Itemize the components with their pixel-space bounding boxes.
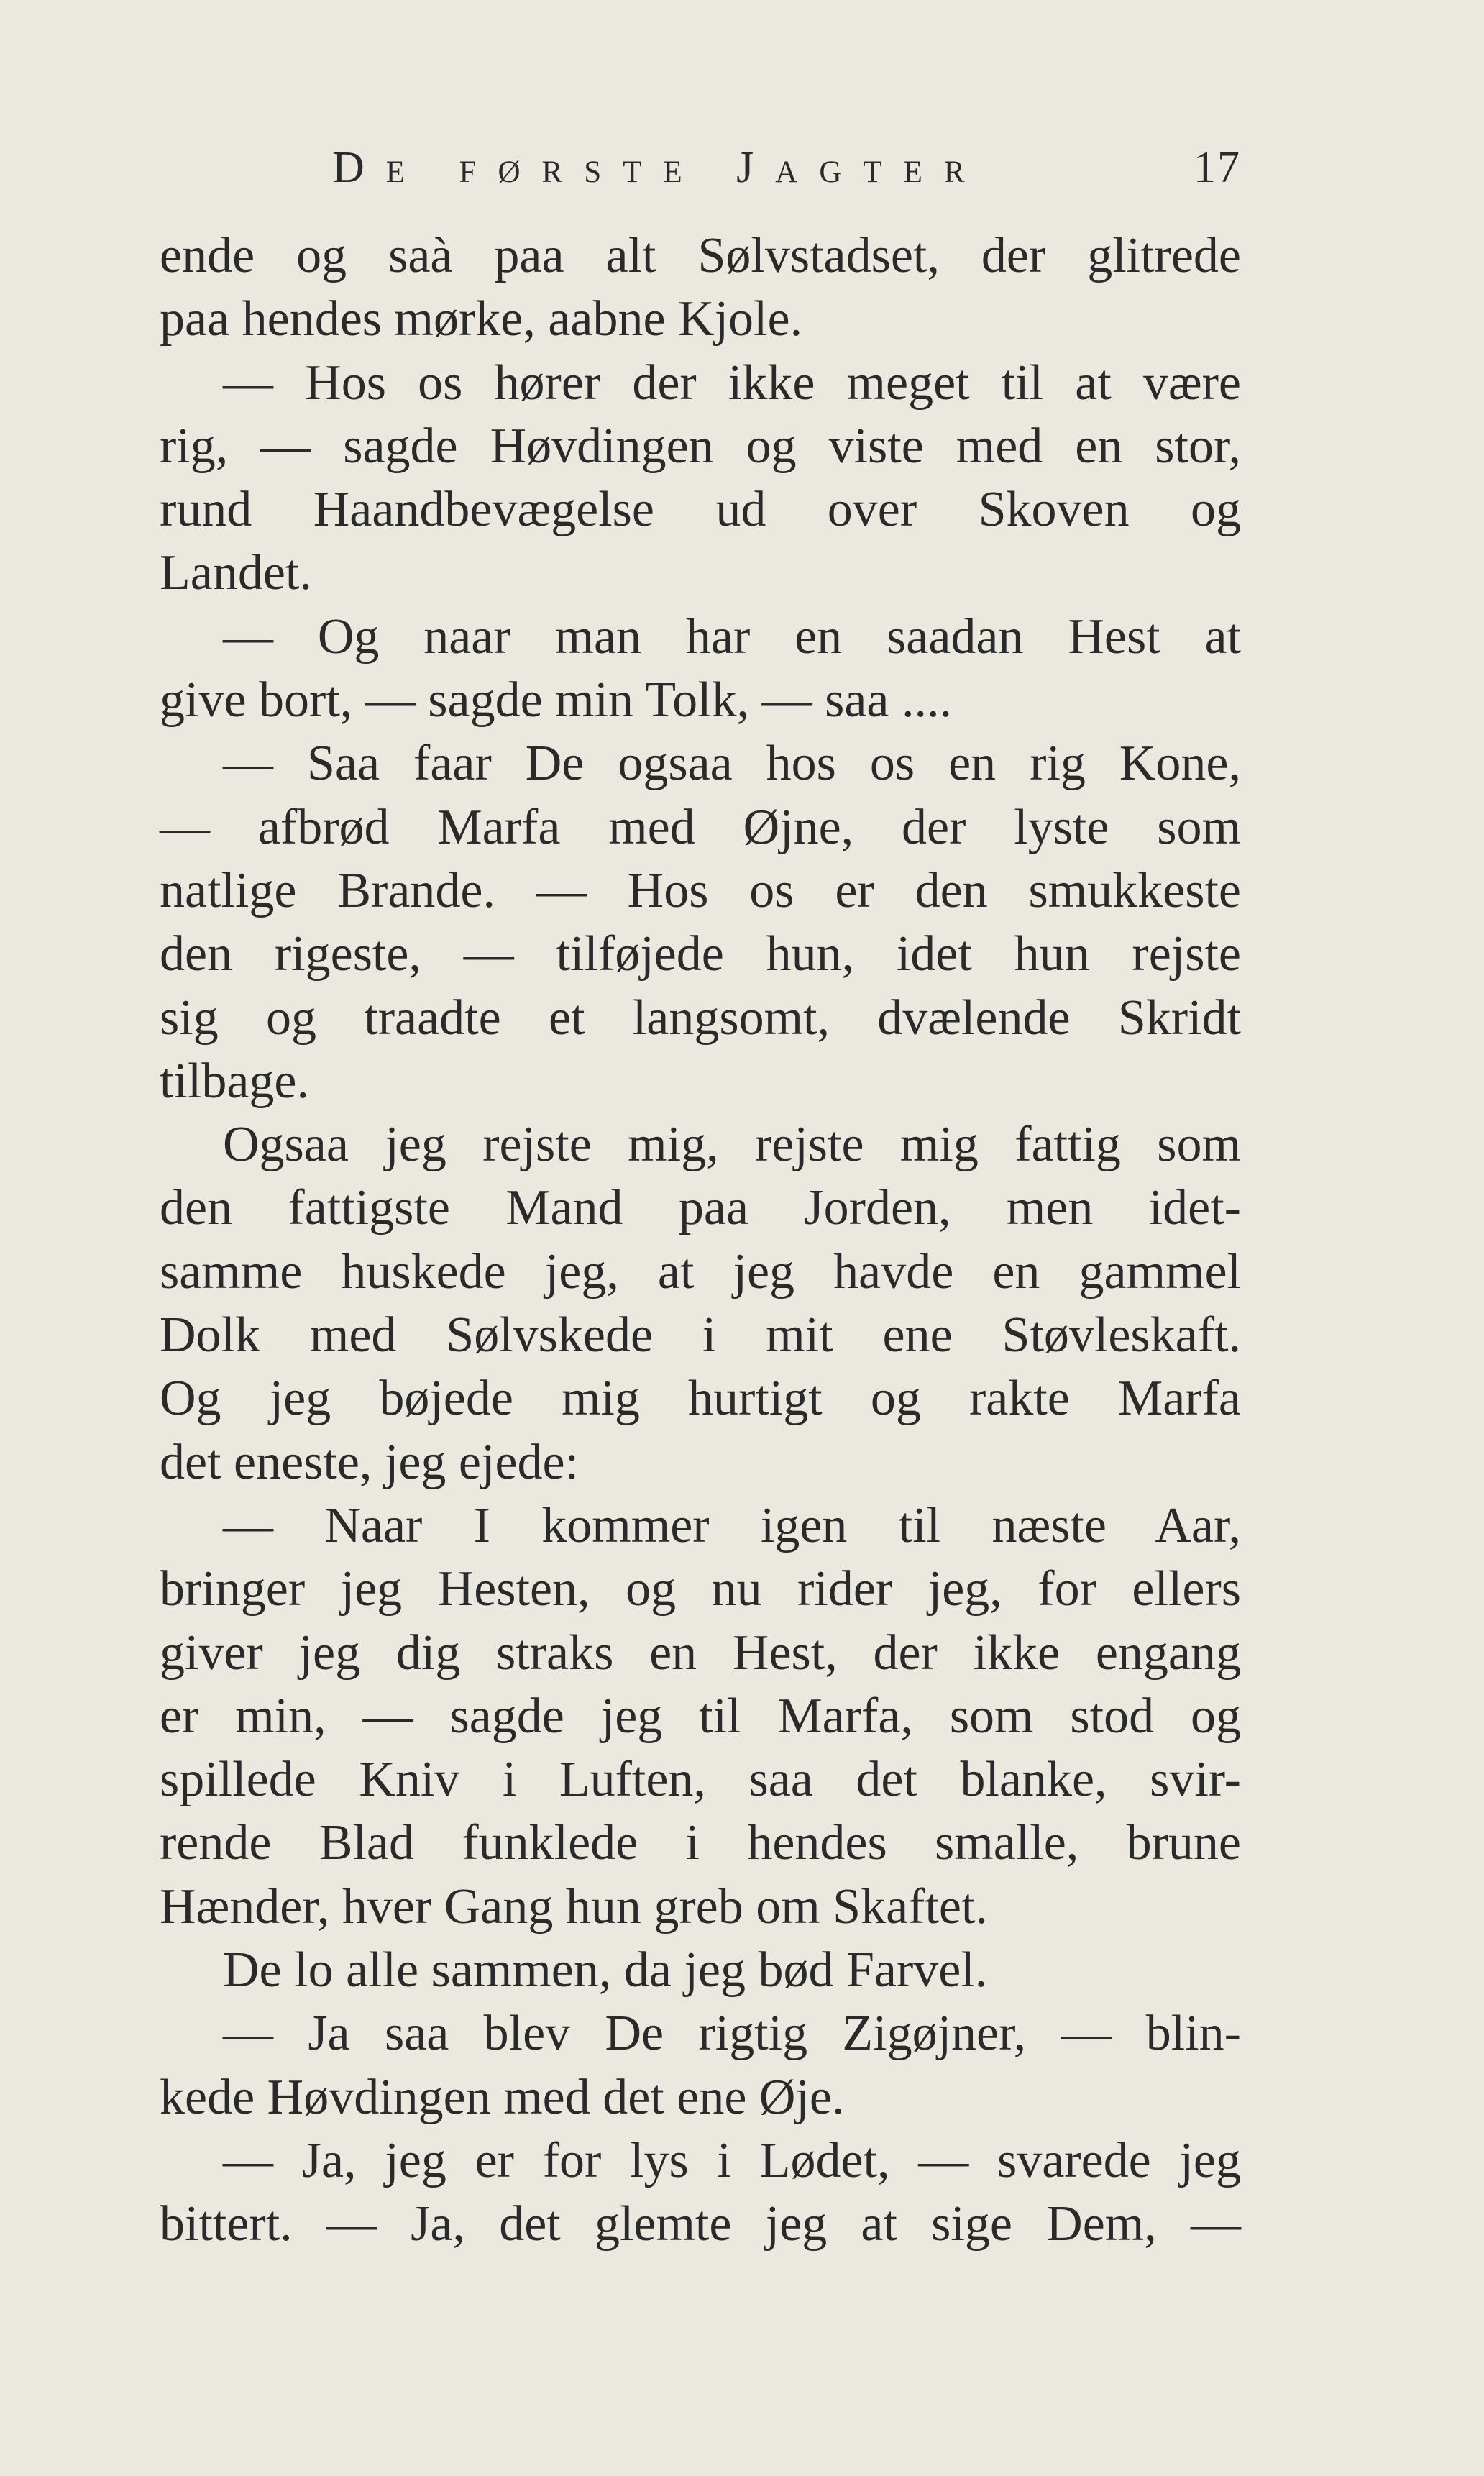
text-line: kede Høvdingen med det ene Øje.	[160, 2069, 845, 2125]
text-line: — Naar I kommer igen til næste Aar,	[223, 1497, 1241, 1553]
text-line: ende og saà paa alt Sølvstadset, der glitrede	[160, 228, 1241, 283]
text-line: paa hendes mørke, aabne Kjole.	[160, 291, 803, 347]
text-line: natlige Brande. — Hos os er den smukkeste	[160, 862, 1241, 918]
text-line: Landet.	[160, 545, 312, 601]
text-line: rund Haandbevægelse ud over Skoven og	[160, 482, 1241, 538]
text-line: giver jeg dig straks en Hest, der ikke engang	[160, 1625, 1241, 1681]
text-line: — Saa faar De ogsaa hos os en rig Kone,	[223, 736, 1241, 792]
text-line: — Ja saa blev De rigtig Zigøjner, — blin-	[223, 2006, 1241, 2062]
text-line: tilbage.	[160, 1053, 309, 1109]
text-line: Ogsaa jeg rejste mig, rejste mig fattig som	[223, 1117, 1241, 1173]
text-line: spillede Kniv i Luften, saa det blanke, svir-	[160, 1752, 1241, 1808]
text-line: rig, — sagde Høvdingen og viste med en stor,	[160, 418, 1241, 474]
text-line: den rigeste, — tilføjede hun, idet hun rejste	[160, 926, 1241, 982]
text-line: — Og naar man har en saadan Hest at	[223, 608, 1241, 664]
text-line: bringer jeg Hesten, og nu rider jeg, for ellers	[160, 1561, 1241, 1617]
text-line: bittert. — Ja, det glemte jeg at sige Dem, —	[160, 2196, 1241, 2252]
text-line: den fattigste Mand paa Jorden, men idet-	[160, 1180, 1241, 1236]
text-line: Dolk med Sølvskede i mit ene Støvleskaft.	[160, 1307, 1241, 1363]
text-line: samme huskede jeg, at jeg havde en gammel	[160, 1243, 1241, 1299]
text-line: Hænder, hver Gang hun greb om Skaftet.	[160, 1878, 988, 1934]
text-line: Og jeg bøjede mig hurtigt og rakte Marfa	[160, 1371, 1241, 1427]
text-line: rende Blad funklede i hendes smalle, brune	[160, 1815, 1241, 1871]
text-line: er min, — sagde jeg til Marfa, som stod og	[160, 1688, 1241, 1744]
text-line: De lo alle sammen, da jeg bød Farvel.	[223, 1942, 988, 1998]
text-line: sig og traadte et langsomt, dvælende Skridt	[160, 990, 1241, 1046]
running-head	[332, 135, 1241, 200]
text-line: — afbrød Marfa med Øjne, der lyste som	[160, 799, 1241, 855]
page-number: 17	[1194, 143, 1241, 192]
text-line: — Hos os hører der ikke meget til at være	[223, 355, 1241, 411]
text-line: give bort, — sagde min Tolk, — saa ....	[160, 672, 952, 728]
chapter-title: De første Jagter	[332, 143, 986, 192]
text-line: det eneste, jeg ejede:	[160, 1434, 580, 1490]
body-text	[160, 224, 1241, 2257]
text-line: — Ja, jeg er for lys i Lødet, — svarede jeg	[223, 2132, 1241, 2188]
